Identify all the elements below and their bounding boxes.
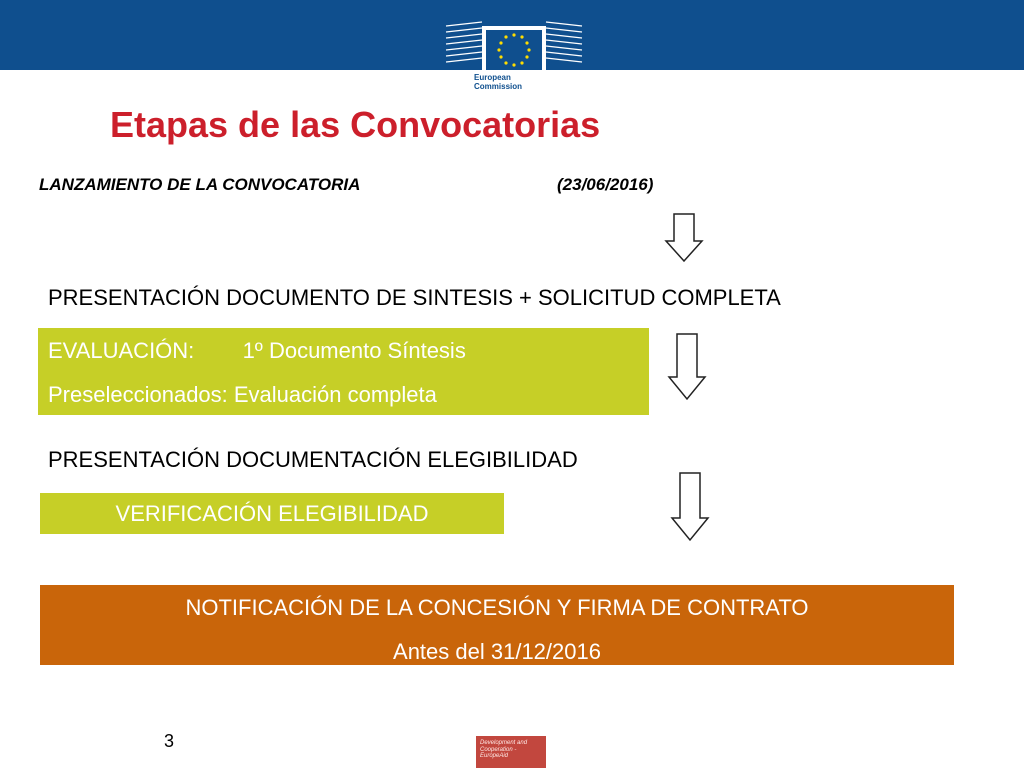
logo-caption (474, 73, 522, 91)
step-presentation-eligibility: PRESENTACIÓN DOCUMENTACIÓN ELEGIBILIDAD (48, 447, 578, 472)
step-presentation-synthesis: PRESENTACIÓN DOCUMENTO DE SINTESIS + SOLICITUD COMPLETA (48, 285, 781, 310)
launch-date: (23/06/2016) (557, 175, 654, 194)
launch-label: LANZAMIENTO DE LA CONVOCATORIA (39, 175, 361, 194)
down-arrow-icon (664, 213, 704, 263)
notification-box (40, 585, 954, 665)
down-arrow-icon (667, 333, 707, 401)
notification-line: NOTIFICACIÓN DE LA CONCESIÓN Y FIRMA DE CONTRATO (185, 595, 809, 620)
down-arrow-icon (670, 472, 710, 542)
badge-line2: Cooperation - (480, 746, 517, 753)
evaluation-label: EVALUACIÓN: (48, 338, 195, 363)
evaluation-box (38, 328, 649, 415)
page-title: Etapas de las Convocatorias (110, 104, 601, 145)
devco-badge (476, 736, 546, 768)
deadline-line: Antes del 31/12/2016 (393, 639, 601, 664)
logo-caption-line1: European (474, 73, 511, 82)
page-number: 3 (164, 731, 175, 751)
evaluation-value: 1º Documento Síntesis (242, 338, 466, 363)
verification-box: VERIFICACIÓN ELEGIBILIDAD (40, 493, 504, 534)
badge-line1: Development and (480, 740, 528, 746)
badge-line3: EuropeAid (480, 753, 509, 759)
preselected-line: Preseleccionados: Evaluación completa (48, 382, 437, 407)
logo-caption-line2: Commission (474, 82, 523, 91)
